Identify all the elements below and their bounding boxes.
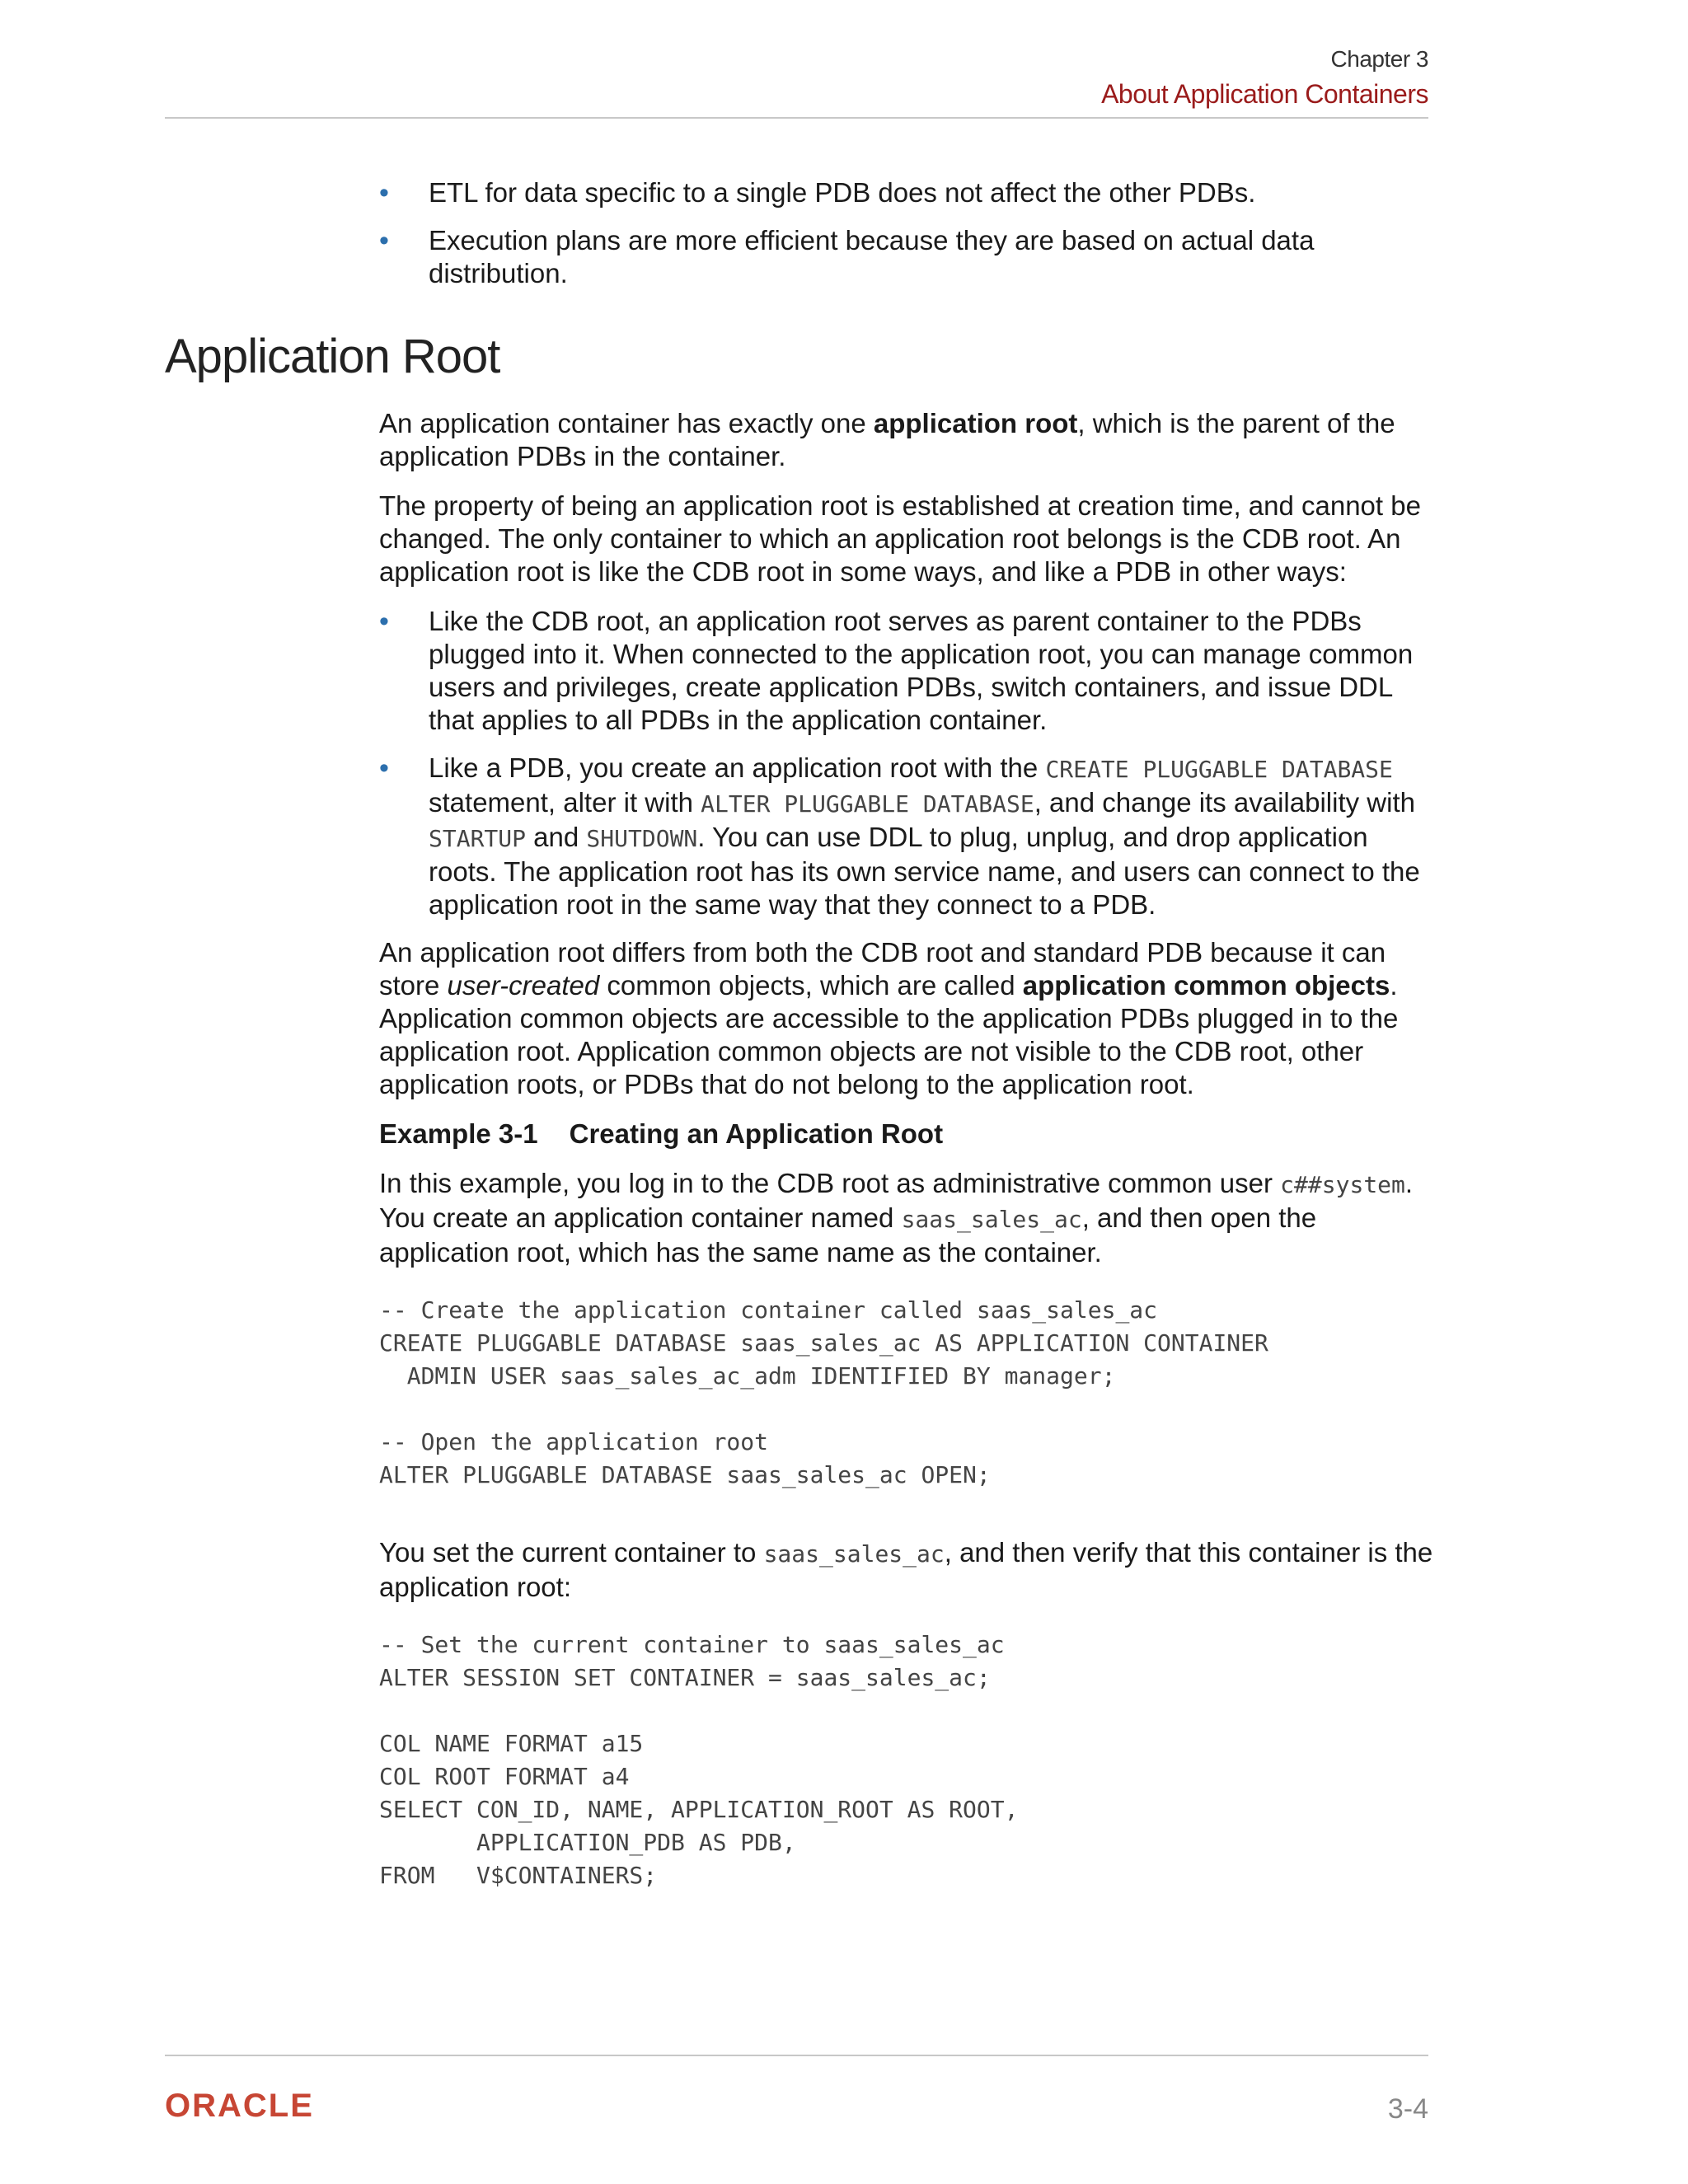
term-application-common-objects: application common objects [1022,970,1390,1001]
list-item: • Execution plans are more efficient because they are based on actual data distribution. [379,224,1434,290]
section-body [379,407,1434,1892]
paragraph: The property of being an application root is established at creation time, and cannot be changed. The only container to which an application root belongs is the CDB root. An application root is like the CDB root in some ways, and like a PDB in other ways: [379,490,1421,587]
list-item: • Like the CDB root, an application root serves as parent container to the PDBs plugged into it. When connected to the application root, you can manage common users and privileges, create application PDBs, switch containers, and issue DDL that applies to all PDBs in the application container. [379,605,1434,737]
oracle-logo [165,2089,346,2122]
header-divider [165,117,1428,119]
logo-text: ORACLE [165,2089,314,2122]
code-block-verify: -- Set the current container to saas_sales_ac ALTER SESSION SET CONTAINER = saas_sales_ac; COL NAME FORMAT a15 COL ROOT FORMAT a4 SELECT CON_ID, NAME, APPLICATION_ROOT AS ROOT, APPLICATION_PDB AS PDB, FROM V$CONTAINERS; [379,1631,1019,1889]
footer-divider [165,2055,1428,2056]
code-inline: SHUTDOWN [586,825,698,852]
paragraph: You set the current container to saas_sales_ac, and then verify that this container is the application root: [379,1537,1433,1602]
list-item: • ETL for data specific to a single PDB does not affect the other PDBs. [379,176,1434,209]
page-header [1101,43,1428,112]
chapter-title: About Application Containers [1101,79,1428,109]
page-number: 3-4 [1387,2093,1428,2125]
term-application-root: application root [873,408,1078,438]
section-heading: Application Root [165,330,500,383]
paragraph: An application container has exactly one application root, which is the parent of the application PDBs in the container. [379,408,1395,471]
code-inline: STARTUP [429,825,527,852]
code-inline: saas_sales_ac [763,1540,945,1568]
code-block-create: -- Create the application container called saas_sales_ac CREATE PLUGGABLE DATABASE saas_sales_ac AS APPLICATION CONTAINER ADMIN USER saas_sales_ac_adm IDENTIFIED BY manager; -- Open the application root ALTER PLUGGABLE DATABASE saas_sales_ac OPEN; [379,1296,1268,1488]
intro-bullet-list [379,176,1434,290]
paragraph: In this example, you log in to the CDB root as administrative common user c##system. You create an application container named saas_sales_ac, and then open the application root, which has the same name as the container. [379,1168,1414,1268]
code-inline: c##system [1280,1171,1405,1198]
root-bullet-list [379,605,1434,921]
code-inline: CREATE PLUGGABLE DATABASE [1045,756,1393,783]
intro-bullets-block [379,176,1434,305]
code-inline: saas_sales_ac [901,1206,1082,1233]
list-item: • Like a PDB, you create an application root with the CREATE PLUGGABLE DATABASE statement, alter it with ALTER PLUGGABLE DATABASE, and change its availability with STARTUP and SHUTDOWN. You can use DDL to plug, unplug, and drop application roots. The application root has its own service name, and users can connect to the application root in the same way that they connect to a PDB. [379,752,1434,921]
example-title: Example 3-1 Creating an Application Root [379,1118,944,1149]
chapter-label: Chapter 3 [1330,46,1428,72]
paragraph: An application root differs from both the CDB root and standard PDB because it can store user-created common objects, which are called application common objects. Application common objects are accessible to the application PDBs plugged in to the application root. Application common objects are not visible to the CDB root, other application roots, or PDBs that do not belong to the application root. [379,937,1399,1099]
code-inline: ALTER PLUGGABLE DATABASE [701,790,1034,818]
